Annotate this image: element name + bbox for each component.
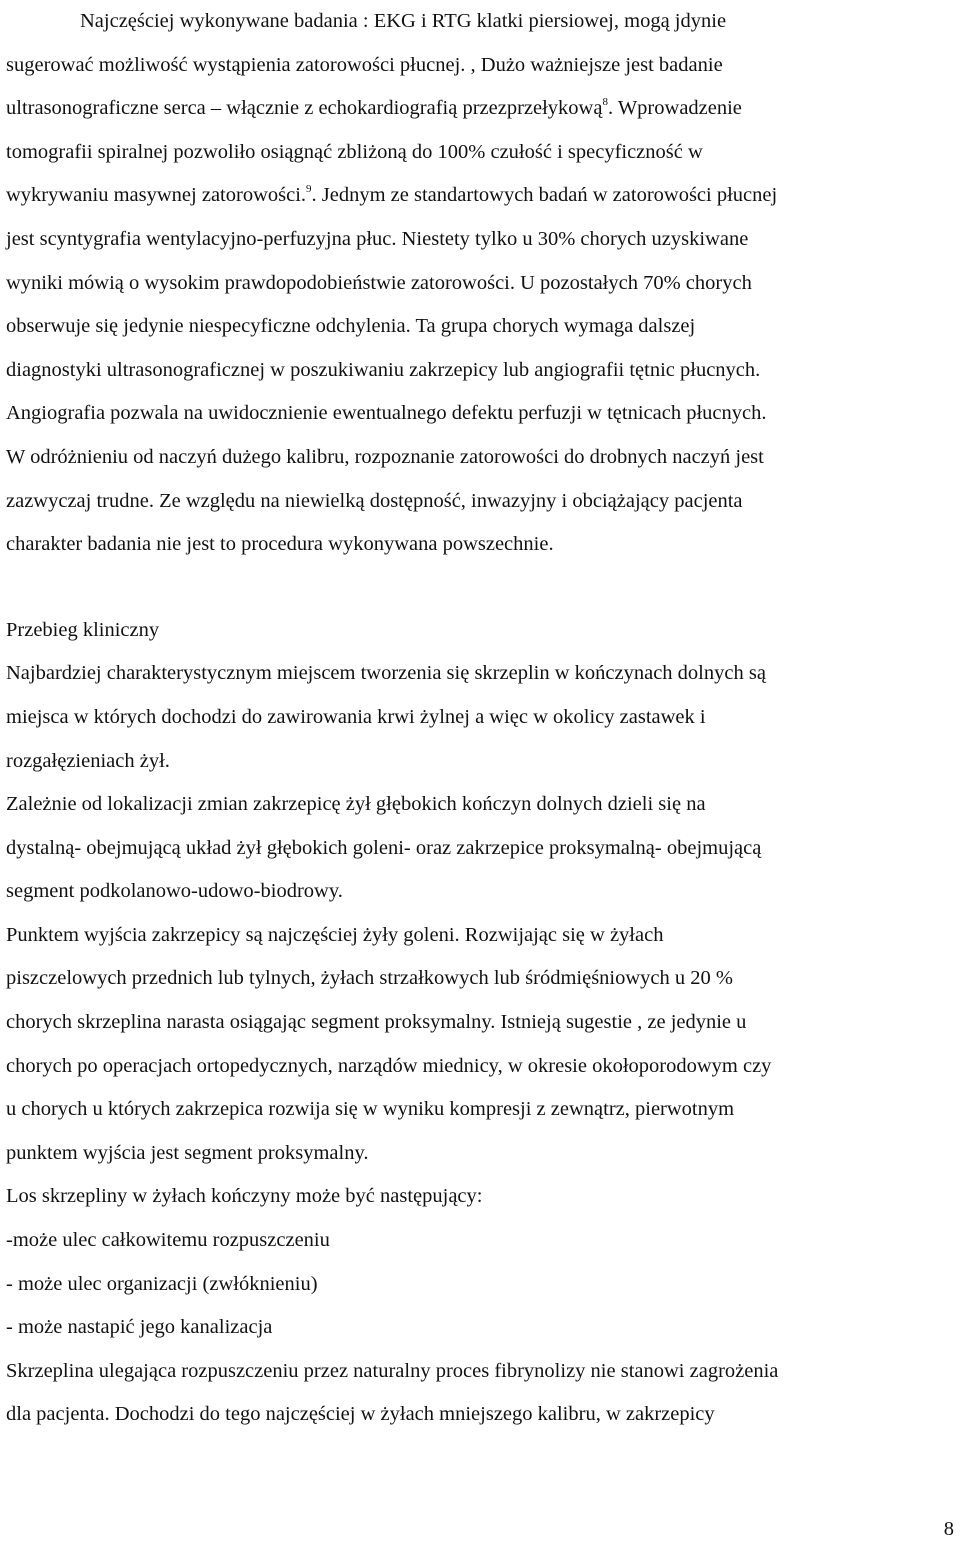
text-line: piszczelowych przednich lub tylnych, żyłach strzałkowych lub śródmięśniowych u 20 % (6, 967, 733, 990)
text-line: chorych po operacjach ortopedycznych, narządów miednicy, w okresie okołoporodowym czy (6, 1054, 772, 1077)
text-line: Najczęściej wykonywane badania : EKG i RTG klatki piersiowej, mogą jdynie (80, 10, 727, 32)
text-line: Los skrzepliny w żyłach kończyny może być następujący: (6, 1185, 483, 1208)
page-number: 8 (943, 1518, 954, 1540)
text-span: . Jednym ze standartowych badań w zatorowości płucnej (311, 184, 778, 207)
text-line (6, 87, 956, 131)
document-page (6, 0, 956, 1437)
text-line: diagnostyki ultrasonograficznej w poszukiwaniu zakrzepicy lub angiografii tętnic płucnych. (6, 358, 761, 381)
text-line: Punktem wyjścia zakrzepicy są najczęściej żyły goleni. Rozwijając się w żyłach (6, 923, 664, 946)
text-span: wykrywaniu masywnej zatorowości. (6, 184, 307, 207)
text-span: . Wprowadzenie (607, 97, 742, 120)
list-item: - może nastapić jego kanalizacja (6, 1316, 273, 1339)
text-line: rozgałęzieniach żył. (6, 749, 170, 772)
text-line: dystalną- obejmującą układ żył głębokich goleni- oraz zakrzepice proksymalną- obejmującą (6, 836, 762, 859)
text-line: tomografii spiralnej pozwoliło osiągnąć zbliżoną do 100% czułość i specyficzność w (6, 140, 703, 163)
text-line: jest scyntygrafia wentylacyjno-perfuzyjna płuc. Niestety tylko u 30% chorych uzyskiwane (6, 227, 749, 250)
paragraph-diagnostics (6, 0, 956, 567)
text-line: Skrzeplina ulegająca rozpuszczeniu przez naturalny proces fibrynolizy nie stanowi zagrożenia (6, 1359, 779, 1382)
paragraph-classification (6, 783, 956, 914)
text-line: u chorych u których zakrzepica rozwija się w wyniku kompresji z zewnątrz, pierwotnym (6, 1098, 735, 1121)
footnote-ref: 9 (306, 183, 312, 196)
text-line: obserwuje się jedynie niespecyficzne odchylenia. Ta grupa chorych wymaga dalszej (6, 315, 696, 338)
text-line (6, 174, 956, 218)
text-line: dla pacjenta. Dochodzi do tego najczęściej w żyłach mniejszego kalibru, w zakrzepicy (6, 1403, 715, 1426)
paragraph-thrombus-location (6, 652, 956, 783)
paragraph-origin (6, 914, 956, 1176)
footnote-ref: 8 (602, 96, 608, 109)
text-line: segment podkolanowo-udowo-biodrowy. (6, 880, 343, 903)
list-item: - może ulec organizacji (zwłóknieniu) (6, 1272, 318, 1295)
text-line: Angiografia pozwala na uwidocznienie ewentualnego defektu perfuzji w tętnicach płucnych. (6, 402, 767, 425)
list-item: -może ulec całkowitemu rozpuszczeniu (6, 1229, 330, 1252)
text-line: chorych skrzeplina narasta osiągając segment proksymalny. Istnieją sugestie , ze jedynie u (6, 1011, 747, 1034)
text-line: W odróżnieniu od naczyń dużego kalibru, rozpoznanie zatorowości do drobnych naczyń jest (6, 445, 764, 468)
paragraph-fate (6, 1175, 956, 1437)
text-line: punktem wyjścia jest segment proksymalny. (6, 1141, 369, 1164)
text-line: Najbardziej charakterystycznym miejscem tworzenia się skrzeplin w kończynach dolnych są (6, 662, 766, 685)
text-line: miejsca w których dochodzi do zawirowania krwi żylnej a więc w okolicy zastawek i (6, 705, 706, 728)
text-line: charakter badania nie jest to procedura wykonywana powszechnie. (6, 533, 554, 556)
text-span: ultrasonograficzne serca – włącznie z echokardiografią przezprzełykową (6, 97, 603, 120)
text-line: wyniki mówią o wysokim prawdopodobieństwie zatorowości. U pozostałych 70% chorych (6, 271, 752, 294)
section-heading: Przebieg kliniczny (6, 618, 160, 641)
text-line: zazwyczaj trudne. Ze względu na niewielką dostępność, inwazyjny i obciążający pacjenta (6, 489, 743, 512)
text-line: Zależnie od lokalizacji zmian zakrzepicę żył głębokich kończyn dolnych dzieli się na (6, 793, 706, 816)
text-line: sugerować możliwość wystąpienia zatorowości płucnej. , Dużo ważniejsze jest badanie (6, 53, 723, 76)
